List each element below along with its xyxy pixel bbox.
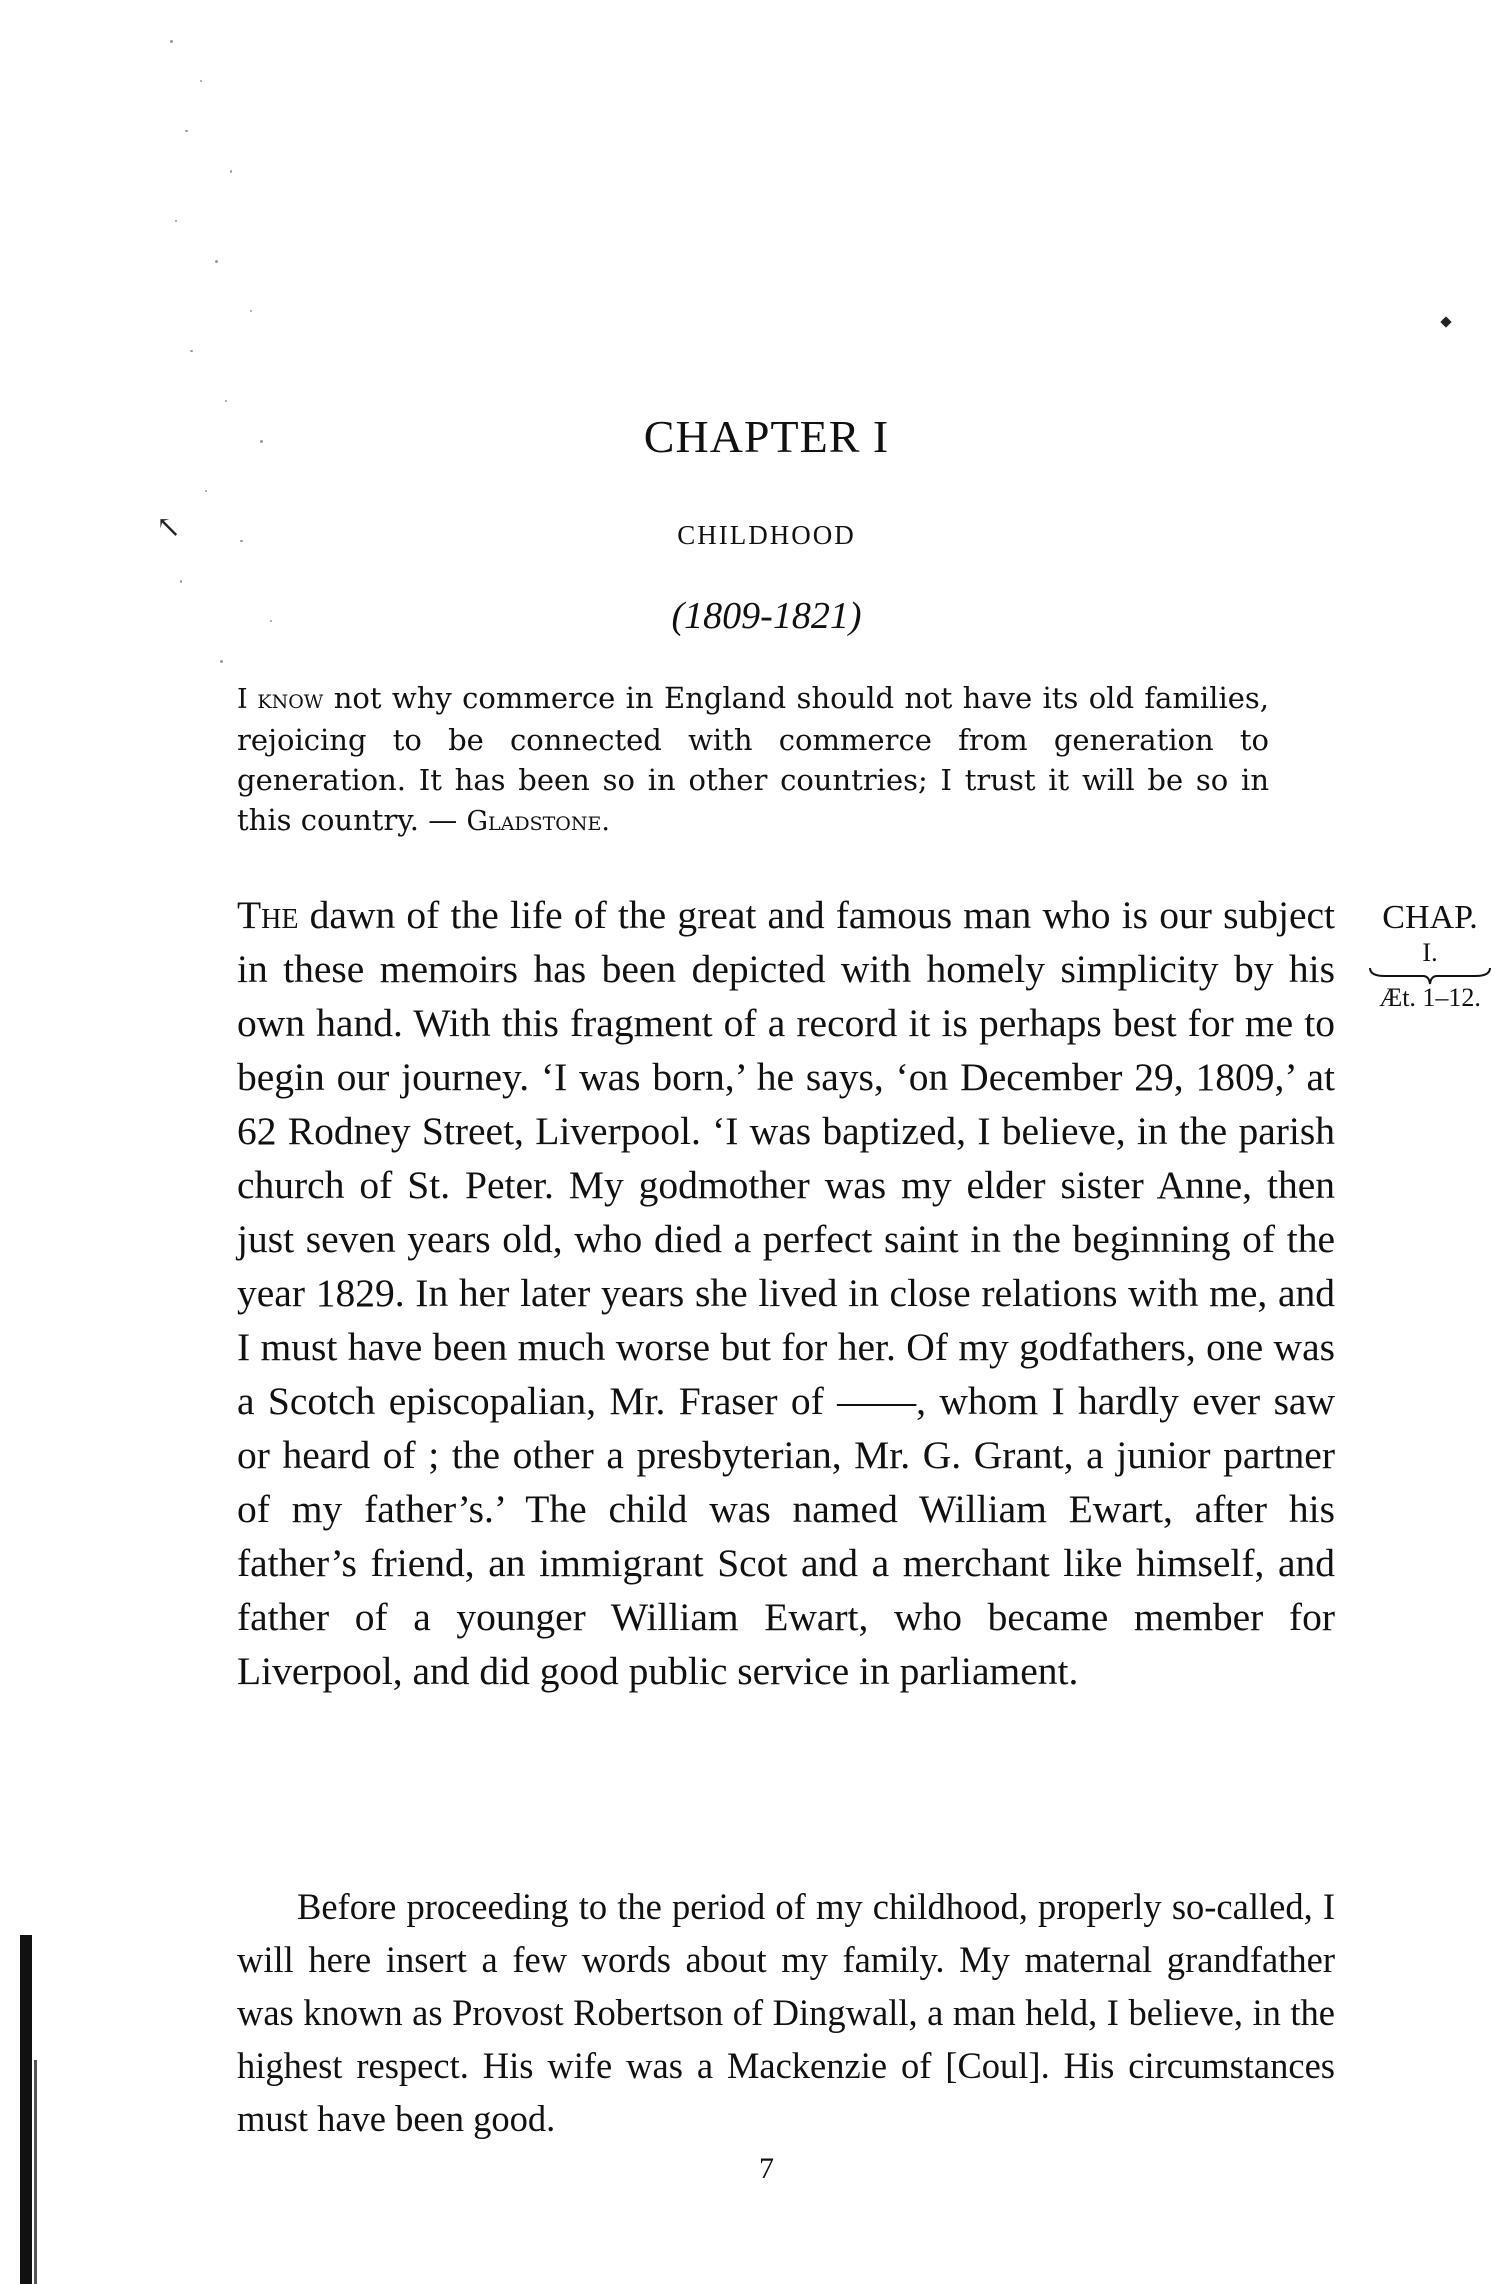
paragraph — [237, 888, 1335, 1698]
chapter-title: CHILDHOOD — [677, 520, 856, 550]
margin-note-age: Æt. 1–12. — [1379, 983, 1481, 1012]
epigraph-lead: I know — [237, 684, 324, 715]
paragraph: Before proceeding to the period of my childhood, properly so-called, I will here insert a few words about my family. My maternal grandfather was known as Provost Robertson of Dingwall, a man held, I believe, in the highest respect. His wife was a Mackenzie of [Coul]. His circumstances must have been good. — [237, 1886, 1335, 2139]
margin-note — [1360, 898, 1500, 1012]
scan-dot — [1440, 316, 1451, 327]
scan-noise — [160, 20, 320, 680]
margin-note-number: I. — [1422, 938, 1438, 967]
epigraph-author: Gladstone. — [466, 806, 610, 837]
paragraph-text: dawn of the life of the great and famous man who is our subject in these memoirs has been depicted with homely simplicity by his own hand. With this fragment of a record it is perhaps best for me to begin our journey. ‘I was born,’ he says, ‘on December 29, 1809,’ at 62 Rodney Street, Liverpool. ‘I was baptized, I believe, in the parish church of St. Peter. My godmother was my elder sister Anne, then just seven years old, who died a perfect saint in the beginning of the year 1829. In her later years she lived in close relations with me, and I must have been much worse but for her. Of my godfathers, one was a Scotch episcopalian, Mr. Fraser of ——, whom I hardly ever saw or heard of ; the other a presbyterian, Mr. G. Grant, a junior partner of my father’s.’ The child was named William Ewart, after his father’s friend, an immigrant Scot and a merchant like himself, and father of a younger William Ewart, who became member for Liverpool, and did good public service in parliament. — [237, 893, 1335, 1693]
epigraph — [237, 678, 1269, 842]
binding-edge — [20, 1935, 32, 2284]
margin-note-chap: CHAP. — [1382, 899, 1478, 936]
chapter-heading: CHAPTER I — [643, 411, 890, 462]
scan-mark: ↖ — [156, 511, 182, 544]
epigraph-text: not why commerce in England should not have its old families, rejoicing to be connected with commerce from generation to generation. It has been so in other countries; I trust it will be so in this country. — — [237, 681, 1269, 837]
paragraph-lead: The — [237, 893, 299, 937]
chapter-dates: (1809-1821) — [671, 595, 862, 637]
page-number: 7 — [759, 2152, 774, 2185]
